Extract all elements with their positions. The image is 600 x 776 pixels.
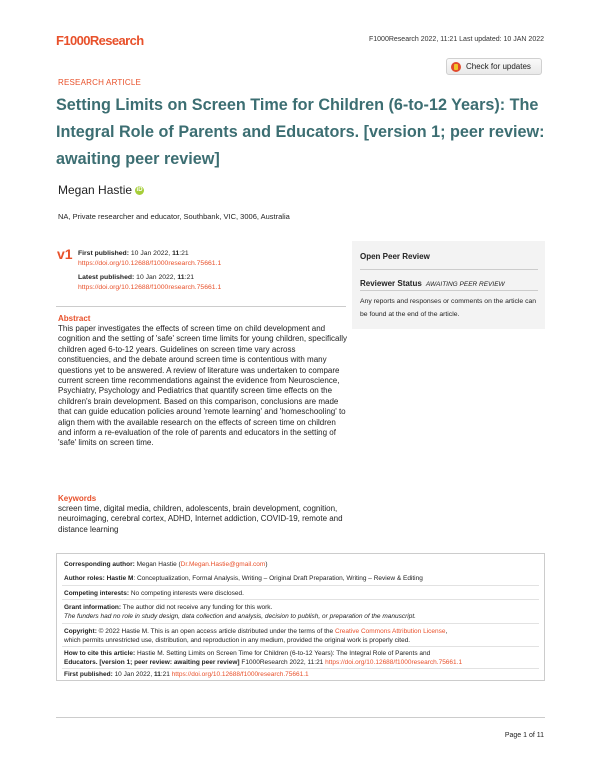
roles-label: Author roles: <box>64 575 105 582</box>
pub-divider <box>56 306 346 307</box>
grant-information <box>64 604 272 611</box>
crossmark-icon <box>451 62 461 72</box>
reviewer-status-label: Reviewer Status <box>360 279 422 288</box>
how-to-cite <box>64 650 430 657</box>
peer-review-note: Any reports and responses or comments on the article can be found at the end of the article. <box>360 298 537 318</box>
how-to-cite-line2 <box>64 659 462 666</box>
cite-value: Hastie M. Setting Limits on Screen Time for Children (6-to-12 Years): The Integral Role of Parents and <box>136 650 431 657</box>
version-badge: v1 <box>57 246 73 262</box>
first-pub-value: 10 Jan 2022, <box>114 671 154 678</box>
article-type: RESEARCH ARTICLE <box>58 78 142 87</box>
abstract-text: This paper investigates the effects of screen time on child development and cognition and the setting of 'safe' screen time limits for young children, specifically children aged 6-to-12 years. Guidelines on screen time vary across constituencies, and the debate around screen time is contentious with many questions yet to be answered. A review of literature was undertaken to compare current screen time recommendations against the evidence from Neuroscience, Psychiatry, Psychology and Pediatrics that quantify screen time effects on the children's brain development. Based on this comparison, conclusions are made that can guide education policies around 'remote learning' and 'homeschooling' to align them with the available research on the effects of screen time on children and inform a re-evaluation of the role of parents and educators in the setting of 'safe' limits on screen time. <box>58 324 347 448</box>
corr-name: Megan Hastie ( <box>136 561 181 568</box>
grant-label: Grant information: <box>64 604 122 611</box>
copyright-end: , <box>445 628 448 635</box>
grant-value: The author did not receive any funding for this work. <box>122 604 273 611</box>
info-divider-1 <box>62 585 539 586</box>
cite-label: How to cite this article: <box>64 650 136 657</box>
orcid-icon[interactable]: iD <box>136 186 143 193</box>
header-citation: F1000Research 2022, 11:21 Last updated: 10 JAN 2022 <box>369 36 544 43</box>
copyright-value: © 2022 Hastie M. This is an open access article distributed under the terms of the <box>98 628 335 635</box>
author-line <box>58 183 144 197</box>
first-doi-link[interactable]: https://doi.org/10.12688/f1000research.75661.1 <box>78 260 222 267</box>
corr-label: Corresponding author: <box>64 561 135 568</box>
copyright <box>64 628 447 635</box>
peer-review-title: Open Peer Review <box>360 252 430 261</box>
cite-doi-link[interactable]: https://doi.org/10.12688/f1000research.75661.1 <box>325 659 463 666</box>
author-name[interactable]: Megan Hastie <box>58 183 133 197</box>
first-published-date: 10 Jan 2022, <box>130 250 173 257</box>
first-published-info <box>64 671 309 678</box>
first-pub-issue: 11 <box>153 671 161 678</box>
check-updates-label: Check for updates <box>466 62 531 71</box>
latest-published-suffix: :21 <box>184 274 195 281</box>
publication-info <box>78 249 221 293</box>
author-affiliation: NA, Private researcher and educator, Southbank, VIC, 3006, Australia <box>58 212 290 221</box>
status-divider <box>360 290 538 291</box>
first-published-label: First published: <box>78 250 129 257</box>
reviewer-status-value: AWAITING PEER REVIEW <box>425 281 505 288</box>
check-for-updates-button[interactable] <box>446 58 542 75</box>
info-divider-4 <box>62 646 539 647</box>
article-title: Setting Limits on Screen Time for Children (6-to-12 Years): The Integral Role of Parents and Educators. [version 1; peer review: awaiting peer review] <box>56 96 545 168</box>
latest-doi-link[interactable]: https://doi.org/10.12688/f1000research.75661.1 <box>78 284 222 291</box>
copyright-label: Copyright: <box>64 628 97 635</box>
footer-rule <box>56 717 545 718</box>
first-pub-doi-link[interactable]: https://doi.org/10.12688/f1000research.75661.1 <box>171 671 309 678</box>
latest-published-issue: 11 <box>177 274 185 281</box>
roles-name: Hastie M <box>106 575 134 582</box>
first-published-suffix: :21 <box>179 250 189 257</box>
keywords-text: screen time, digital media, children, adolescents, brain development, cognition, neuroimaging, cerebral cortex, ADHD, Internet addiction, COVID-19, remote and distance learning <box>58 504 343 534</box>
roles-value: : Conceptualization, Formal Analysis, Writing – Original Draft Preparation, Writing – Review & Editing <box>133 575 423 582</box>
peer-review-divider <box>360 269 538 270</box>
reviewer-status <box>360 279 505 288</box>
latest-published-label: Latest published: <box>78 274 135 281</box>
corresponding-author <box>64 561 267 568</box>
copyright-line2: which permits unrestricted use, distribution, and reproduction in any medium, provided the original work is properly cited. <box>64 637 411 644</box>
first-pub-suffix: :21 <box>160 671 172 678</box>
info-divider-5 <box>62 668 539 669</box>
author-roles <box>64 575 423 582</box>
competing-interests <box>64 590 244 597</box>
competing-label: Competing interests: <box>64 590 130 597</box>
grant-note: The funders had no role in study design, data collection and analysis, decision to publish, or preparation of the manuscript. <box>64 613 416 620</box>
license-link[interactable]: Creative Commons Attribution License <box>334 628 446 635</box>
abstract-heading: Abstract <box>58 314 91 323</box>
info-divider-2 <box>62 599 539 600</box>
journal-logo: F1000Research <box>56 33 144 48</box>
competing-value: No competing interests were disclosed. <box>130 590 244 597</box>
corr-close: ) <box>265 561 268 568</box>
keywords-heading: Keywords <box>58 494 97 503</box>
latest-published-date: 10 Jan 2022, <box>136 274 178 281</box>
cite-line2-rest: F1000Research 2022, 11:21 <box>239 659 326 666</box>
first-published-issue: 11 <box>172 250 180 257</box>
corr-email-link[interactable]: Dr.Megan.Hastie@gmail.com <box>180 561 266 568</box>
cite-line2-bold: Educators. [version 1; peer review: awaiting peer review] <box>64 659 240 666</box>
page-number: Page 1 of 11 <box>504 732 544 739</box>
first-pub-label: First published: <box>64 671 113 678</box>
info-divider-3 <box>62 623 539 624</box>
